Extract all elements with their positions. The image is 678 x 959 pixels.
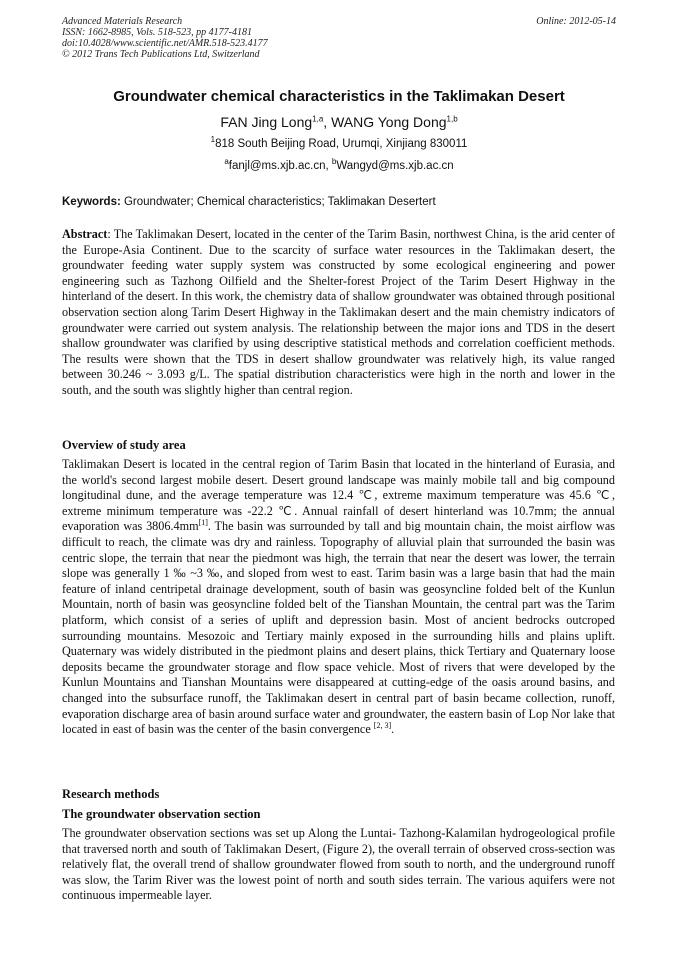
affiliation-mark: 1 xyxy=(210,135,216,145)
overview-text-a: Taklimakan Desert is located in the central region of Tarim Basin that located in the hinterland of Eurasia, and the world's second largest mobile desert. Desert ground landscape was mainly mobile tall and big compound longitudinal dune, and the average temperature was 12.4 ℃, extreme maximum temperature was 45.6 ℃, extreme minimum temperature was -22.2 ℃. Annual rainfall of desert hinterland was 10.7mm; the annual evaporation was 3806.4mm xyxy=(62,457,615,534)
section-heading-overview: Overview of study area xyxy=(62,438,186,452)
journal-doi: doi:10.4028/www.scientific.net/AMR.518-523.4177 xyxy=(62,38,268,49)
email-b[interactable]: Wangyd@ms.xjb.ac.cn xyxy=(336,160,454,172)
author-2: WANG Yong Dong xyxy=(331,114,447,130)
overview-text-c: . xyxy=(391,722,395,737)
overview-text-b: . The basin was surrounded by tall and big mountain chain, the moist airflow was difficult to reach, the climate was dry and rainless. Topography of alluvial plain that surrounded the basin was centric slope, the terrain that near the piedmont was high, the terrain that near the desert was lower, the terrain slope was generally 1 ‰ ~3 ‰, and sloped from west to east. Tarim basin was a large basin that had the main feature of inland centripetal drainage development, south of basin was geosyncline folded belt of the Kunlun Mountain, north of basin was geosyncline folded belt of the Tianshan Mountain, the central part was the Tarim platform, which consist of a series of uplift and depression basin. Most of ancient bedrocks outcroped surrounding mountains. Mesozoic and Tertiary mainly exposed in the surrounding hills and plains uplift. Quaternary was widely distributed in the piedmont plains and desert plains, thick Tertiary and Quaternary loose deposits became the groundwater storage and flow space vehicle. Most of rivers that were developed by the Kunlun Mountains and Tianshan Mountains were disappeared at cutting-edge of the oasis around basins, and changed into the subsurface runoff, the Taklimakan desert in central part of basin became collection, runoff, evaporation discharge area of basin around surface water and groundwater, the eastern basin of Lop Nor lake that located in east of basin was the center of the basin convergence xyxy=(62,519,615,737)
overview-paragraph xyxy=(62,457,615,738)
abstract-label: Abstract xyxy=(62,227,108,241)
subsection-heading-observation: The groundwater observation section xyxy=(62,807,261,821)
email-b-mark: b xyxy=(331,157,337,167)
author-line xyxy=(62,114,616,130)
journal-copyright: © 2012 Trans Tech Publications Ltd, Switzerland xyxy=(62,49,260,60)
methods-paragraph: The groundwater observation sections was set up Along the Luntai- Tazhong-Kalamilan hydrogeological profile that traversed north and south of Taklimakan Desert, (Figure 2), the overall terrain of observed cross-section was relatively flat, the overall trend of shallow groundwater flowed from south to north, and the underground runoff was slow, the Tarim River was the lowest point of north and south sides terrain. The various aquifers were not continuous impermeable layer. xyxy=(62,826,615,903)
paper-title: Groundwater chemical characteristics in the Taklimakan Desert xyxy=(113,88,565,105)
email-a[interactable]: fanjl@ms.xjb.ac.cn, xyxy=(228,160,332,172)
online-date: Online: 2012-05-14 xyxy=(536,16,616,27)
affiliation xyxy=(62,135,616,150)
abstract-text: : The Taklimakan Desert, located in the center of the Tarim Basin, northwest China, is the arid center of the Europe-Asia Continent. Due to the scarcity of surface water resources in the Taklimakan desert, the groundwater feeding water supply system was constructed by some ecological engineering and power engineering such as Tazhong Oilfield and the Shelter-forest Project of the Tarim Desert Highway in the hinterland of the desert. In this work, the chemistry data of shallow groundwater was obtained through positional observation section along Tarim Desert Highway in the Taklimakan desert and the main chemistry indicators of groundwater were carried out system analysis. The relationship between the major ions and TDS in the desert shallow groundwater was clarified by using descriptive statistical methods and correlation coefficient methods. The results were shown that the TDS in desert shallow groundwater was relatively high, its value ranged between 30.246 ~ 3.093 g/L. The spatial distribution characteristics were high in the north and lower in the south, and the south was slightly higher than central region. xyxy=(62,227,615,397)
citation-2-3[interactable]: [2, 3] xyxy=(373,721,392,731)
keywords-label: Keywords: xyxy=(62,196,121,208)
author-separator: , xyxy=(323,114,332,130)
author-1-affil: 1,a xyxy=(312,114,324,124)
email-a-mark: a xyxy=(224,157,229,167)
affiliation-text: 818 South Beijing Road, Urumqi, Xinjiang 830011 xyxy=(215,138,468,150)
author-1: FAN Jing Long xyxy=(220,114,313,130)
journal-header xyxy=(62,16,616,60)
journal-name: Advanced Materials Research xyxy=(62,16,183,27)
email-line xyxy=(62,157,616,172)
author-2-affil: 1,b xyxy=(446,114,458,124)
keywords-text: Groundwater; Chemical characteristics; Taklimakan Desertert xyxy=(120,196,436,208)
section-heading-methods: Research methods xyxy=(62,787,160,801)
keywords xyxy=(62,196,616,208)
abstract xyxy=(62,227,615,399)
citation-1[interactable]: [1] xyxy=(198,518,208,528)
journal-issn: ISSN: 1662-8985, Vols. 518-523, pp 4177-4181 xyxy=(62,27,252,38)
